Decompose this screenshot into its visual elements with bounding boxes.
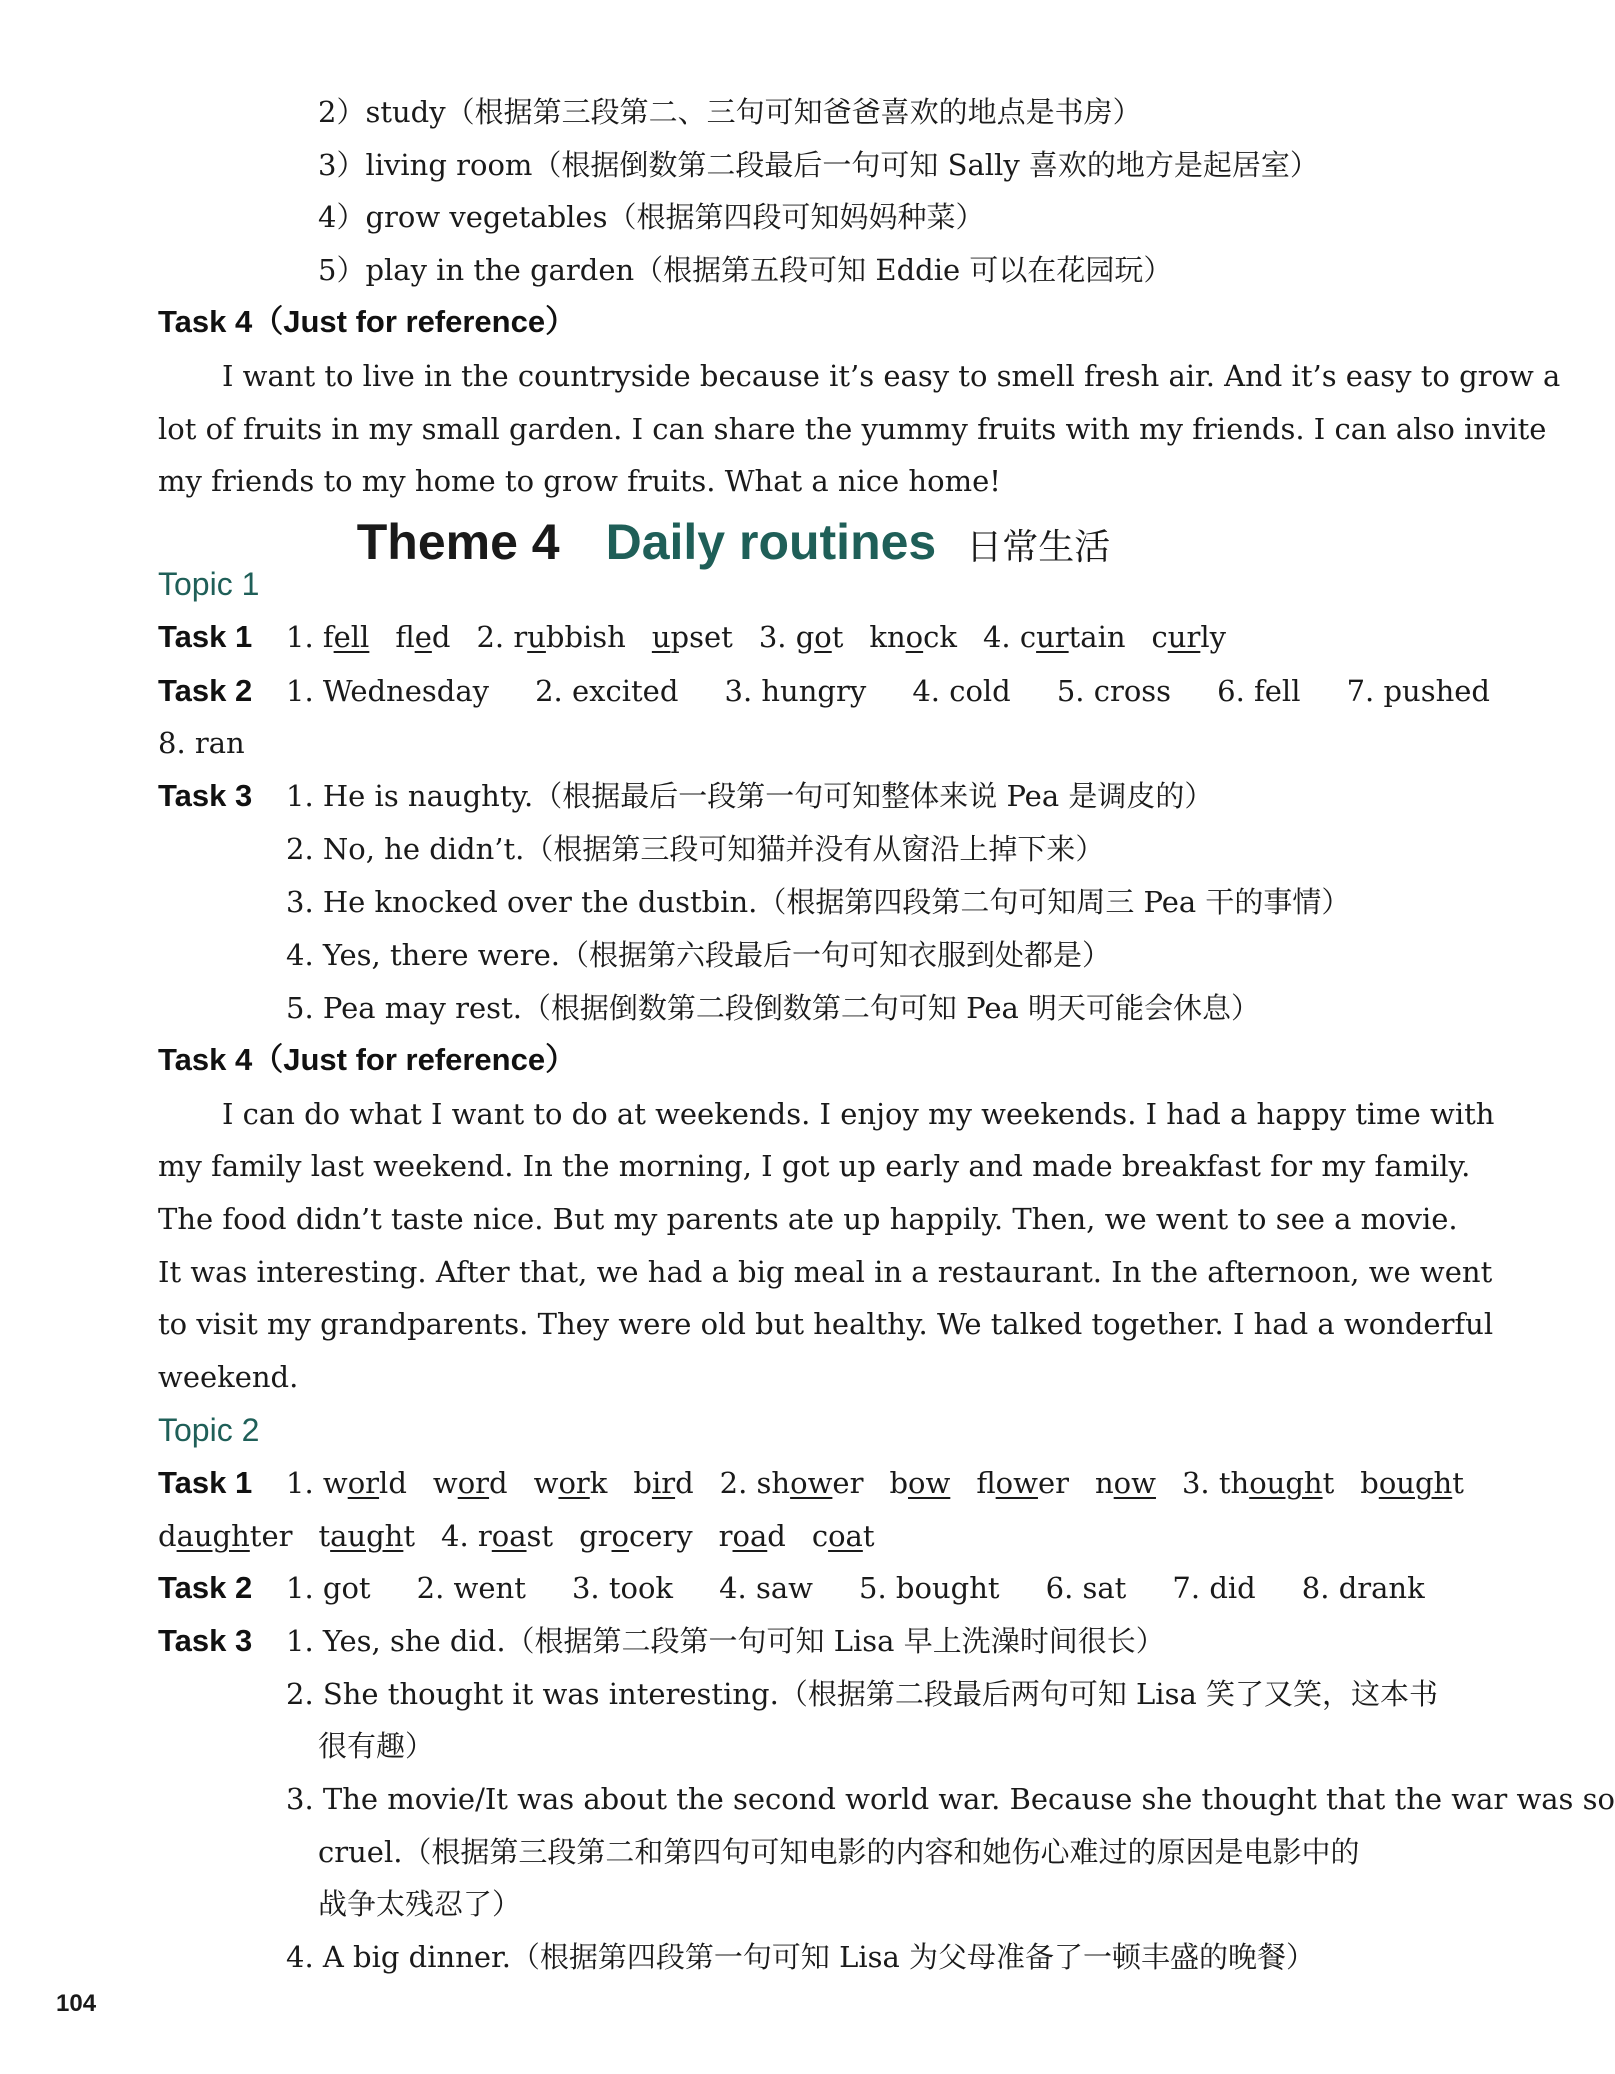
word-suffix: er: [1037, 1466, 1069, 1500]
task-heading: Task 4（Just for reference）: [158, 304, 577, 339]
word-prefix: gr: [579, 1519, 612, 1553]
vocab-word: [759, 620, 844, 654]
word-number: 2.: [476, 620, 514, 654]
word-underlined: u: [527, 620, 546, 654]
word-number: 2.: [719, 1466, 757, 1500]
vocab-word: [534, 1466, 608, 1500]
answer-text: 1. Wednesday 2. excited 3. hungry 4. cold 5. cross 6. fell 7. pushed: [286, 674, 1490, 708]
word-suffix: ly: [1200, 620, 1227, 654]
word-prefix: b: [633, 1466, 652, 1500]
word-suffix: cery: [628, 1519, 693, 1553]
essay-line: The food didn’t taste nice. But my parents ate up happily. Then, we went to see a movie.: [158, 1202, 1458, 1236]
task-label: Task 1: [158, 1465, 253, 1500]
word-prefix: c: [1151, 620, 1168, 654]
topic-heading: Topic 1: [158, 566, 260, 602]
word-suffix: d: [675, 1466, 694, 1500]
word-prefix: w: [432, 1466, 458, 1500]
page-number: 104: [56, 1990, 97, 2017]
word-underlined: u: [651, 620, 671, 654]
vocab-word: [633, 1466, 693, 1500]
word-underlined: ow: [995, 1466, 1038, 1500]
vocab-word: [719, 1519, 786, 1553]
answer-line: 2. No, he didn’t.（根据第三段可知猫并没有从窗沿上掉下来）: [286, 832, 1105, 866]
word-underlined: ow: [908, 1466, 951, 1500]
task-heading: Task 4（Just for reference）: [158, 1042, 577, 1077]
answer-line: 2. She thought it was interesting.（根据第二段最后两句可知 Lisa 笑了又笑，这本书: [286, 1677, 1438, 1711]
vocab-word: [812, 1519, 875, 1553]
word-underlined: augh: [330, 1519, 404, 1553]
word-number: 1.: [286, 1466, 323, 1500]
vocab-word: [441, 1519, 553, 1553]
vocab-word: [1152, 620, 1226, 654]
word-number: 4.: [441, 1519, 478, 1553]
word-suffix: d: [489, 1466, 508, 1500]
vocab-word: [1182, 1466, 1334, 1500]
essay-line: my family last weekend. In the morning, I got up early and made breakfast for my family.: [158, 1149, 1471, 1183]
answer-line: 3）living room（根据倒数第二段最后一句可知 Sally 喜欢的地方是起居室）: [318, 148, 1319, 182]
word-suffix: k: [589, 1466, 608, 1500]
answer-text: 1. He is naughty.（根据最后一段第一句可知整体来说 Pea 是调皮的）: [286, 779, 1214, 813]
word-number: 1.: [286, 620, 323, 654]
word-number: 3.: [1181, 1466, 1219, 1500]
answer-line: 很有趣）: [318, 1729, 435, 1763]
theme-title: Daily routines: [605, 514, 937, 570]
word-suffix: d: [767, 1519, 786, 1553]
word-prefix: f: [322, 620, 334, 654]
answer-line: 4. A big dinner.（根据第四段第一句可知 Lisa 为父母准备了一顿丰盛的晚餐）: [286, 1940, 1316, 1974]
word-prefix: n: [1094, 1466, 1114, 1500]
vocab-word: [889, 1466, 950, 1500]
word-suffix: pset: [670, 620, 733, 654]
answer-text: 1. Yes, she did.（根据第二段第一句可知 Lisa 早上洗澡时间很长）: [286, 1624, 1165, 1658]
answer-line: 战争太残忍了）: [318, 1887, 522, 1921]
word-prefix: kn: [869, 620, 906, 654]
vocab-word: [318, 1519, 415, 1553]
word-prefix: t: [318, 1519, 331, 1553]
word-suffix: t: [862, 1519, 875, 1553]
word-prefix: w: [322, 1466, 348, 1500]
word-prefix: sh: [756, 1466, 791, 1500]
word-suffix: t: [1452, 1466, 1464, 1500]
answer-line: 3. He knocked over the dustbin.（根据第四段第二句可知周三 Pea 干的事情）: [286, 885, 1351, 919]
word-prefix: g: [795, 620, 815, 654]
answer-line: 4. Yes, there were.（根据第六段最后一句可知衣服到处都是）: [286, 938, 1111, 972]
word-prefix: w: [533, 1466, 559, 1500]
word-list-line: [158, 1518, 875, 1554]
essay-line: lot of fruits in my small garden. I can share the yummy fruits with my friends. I can also invite: [158, 412, 1547, 446]
vocab-word: [976, 1466, 1069, 1500]
vocab-word: [286, 1466, 407, 1500]
word-suffix: ck: [923, 620, 957, 654]
vocab-word: [1095, 1466, 1156, 1500]
word-prefix: fl: [395, 620, 415, 654]
word-prefix: b: [1360, 1466, 1379, 1500]
word-number: 4.: [982, 620, 1020, 654]
essay-line: to visit my grandparents. They were old but healthy. We talked together. I had a wonderful: [158, 1307, 1494, 1341]
word-underlined: o: [905, 620, 924, 654]
essay-line: It was interesting. After that, we had a big meal in a restaurant. In the afternoon, we went: [158, 1255, 1493, 1289]
word-suffix: t: [1322, 1466, 1335, 1500]
vocab-word: [395, 620, 450, 654]
task-label: Task 2: [158, 673, 253, 708]
word-number: 3.: [758, 620, 796, 654]
word-suffix: ter: [249, 1519, 293, 1553]
essay-line: weekend.: [158, 1360, 299, 1394]
vocab-word: [433, 1466, 508, 1500]
vocab-word: [720, 1466, 864, 1500]
task1-row: [158, 1465, 1464, 1501]
word-suffix: bbish: [545, 620, 626, 654]
word-list: [286, 1466, 1464, 1500]
word-underlined: ell: [333, 620, 370, 654]
answer-line: 5. Pea may rest.（根据倒数第二段倒数第二句可知 Pea 明天可能会休息）: [286, 991, 1261, 1025]
theme-zh: 日常生活: [966, 527, 1111, 568]
word-underlined: oa: [828, 1519, 863, 1553]
answer-line: 3. The movie/It was about the second world war. Because she thought that the war was so: [286, 1782, 1615, 1816]
word-underlined: ur: [1036, 620, 1069, 654]
word-underlined: ow: [1113, 1466, 1156, 1500]
vocab-word: [158, 1519, 292, 1553]
word-suffix: tain: [1068, 620, 1126, 654]
word-prefix: b: [889, 1466, 909, 1500]
word-underlined: or: [558, 1466, 590, 1500]
vocab-word: [579, 1519, 693, 1553]
word-underlined: ur: [1167, 620, 1201, 654]
essay-line: I want to live in the countryside because it’s easy to smell fresh air. And it’s easy to grow a: [222, 359, 1561, 393]
task-label: Task 3: [158, 778, 253, 813]
answer-line: 2）study（根据第三段第二、三句可知爸爸喜欢的地点是书房）: [318, 95, 1142, 129]
word-underlined: ir: [651, 1466, 676, 1500]
essay-line: I can do what I want to do at weekends. I enjoy my weekends. I had a happy time with: [222, 1097, 1495, 1131]
word-prefix: c: [1019, 620, 1037, 654]
word-suffix: t: [831, 620, 844, 654]
task-label: Task 1: [158, 619, 253, 654]
answer-line: 4）grow vegetables（根据第四段可知妈妈种菜）: [318, 200, 985, 234]
word-suffix: t: [403, 1519, 416, 1553]
task2-row: [158, 1570, 1425, 1606]
word-underlined: oa: [732, 1519, 768, 1553]
word-list: [158, 1519, 875, 1553]
word-underlined: oa: [491, 1519, 527, 1553]
word-underlined: ough: [1378, 1466, 1453, 1500]
task-label: Task 3: [158, 1623, 253, 1658]
task3-row: [158, 778, 1213, 814]
answer-line: 5）play in the garden（根据第五段可知 Eddie 可以在花园玩）: [318, 253, 1173, 287]
task-label: Task 2: [158, 1570, 253, 1605]
answer-text: 1. got 2. went 3. took 4. saw 5. bought 6. sat 7. did 8. drank: [286, 1571, 1425, 1605]
word-underlined: or: [347, 1466, 380, 1500]
word-underlined: or: [457, 1466, 490, 1500]
word-prefix: r: [477, 1519, 492, 1553]
word-suffix: d: [431, 620, 451, 654]
word-underlined: augh: [176, 1519, 250, 1553]
word-prefix: c: [811, 1519, 829, 1553]
task1-row: [158, 619, 1226, 655]
vocab-word: [869, 620, 957, 654]
theme-label: Theme 4: [356, 514, 560, 570]
task3-row: [158, 1623, 1165, 1659]
word-prefix: d: [158, 1519, 177, 1553]
vocab-word: [983, 620, 1126, 654]
answer-line: 8. ran: [158, 726, 245, 760]
topic-heading: Topic 2: [158, 1412, 260, 1448]
vocab-word: [652, 620, 733, 654]
word-underlined: o: [814, 620, 832, 654]
vocab-word: [1360, 1466, 1464, 1500]
essay-line: my friends to my home to grow fruits. What a nice home!: [158, 464, 1001, 498]
word-prefix: fl: [976, 1466, 996, 1500]
word-underlined: e: [414, 620, 432, 654]
word-suffix: st: [526, 1519, 554, 1553]
word-list: [286, 620, 1226, 654]
vocab-word: [286, 620, 369, 654]
word-prefix: th: [1218, 1466, 1250, 1500]
task2-row: [158, 673, 1490, 709]
answer-line: cruel.（根据第三段第二和第四句可知电影的内容和她伤心难过的原因是电影中的: [318, 1835, 1360, 1869]
word-suffix: ld: [379, 1466, 407, 1500]
word-underlined: ough: [1249, 1466, 1323, 1500]
word-prefix: r: [718, 1519, 733, 1553]
word-prefix: r: [513, 620, 528, 654]
word-suffix: er: [832, 1466, 864, 1500]
word-underlined: ow: [790, 1466, 833, 1500]
vocab-word: [476, 620, 625, 654]
word-underlined: o: [611, 1519, 629, 1553]
